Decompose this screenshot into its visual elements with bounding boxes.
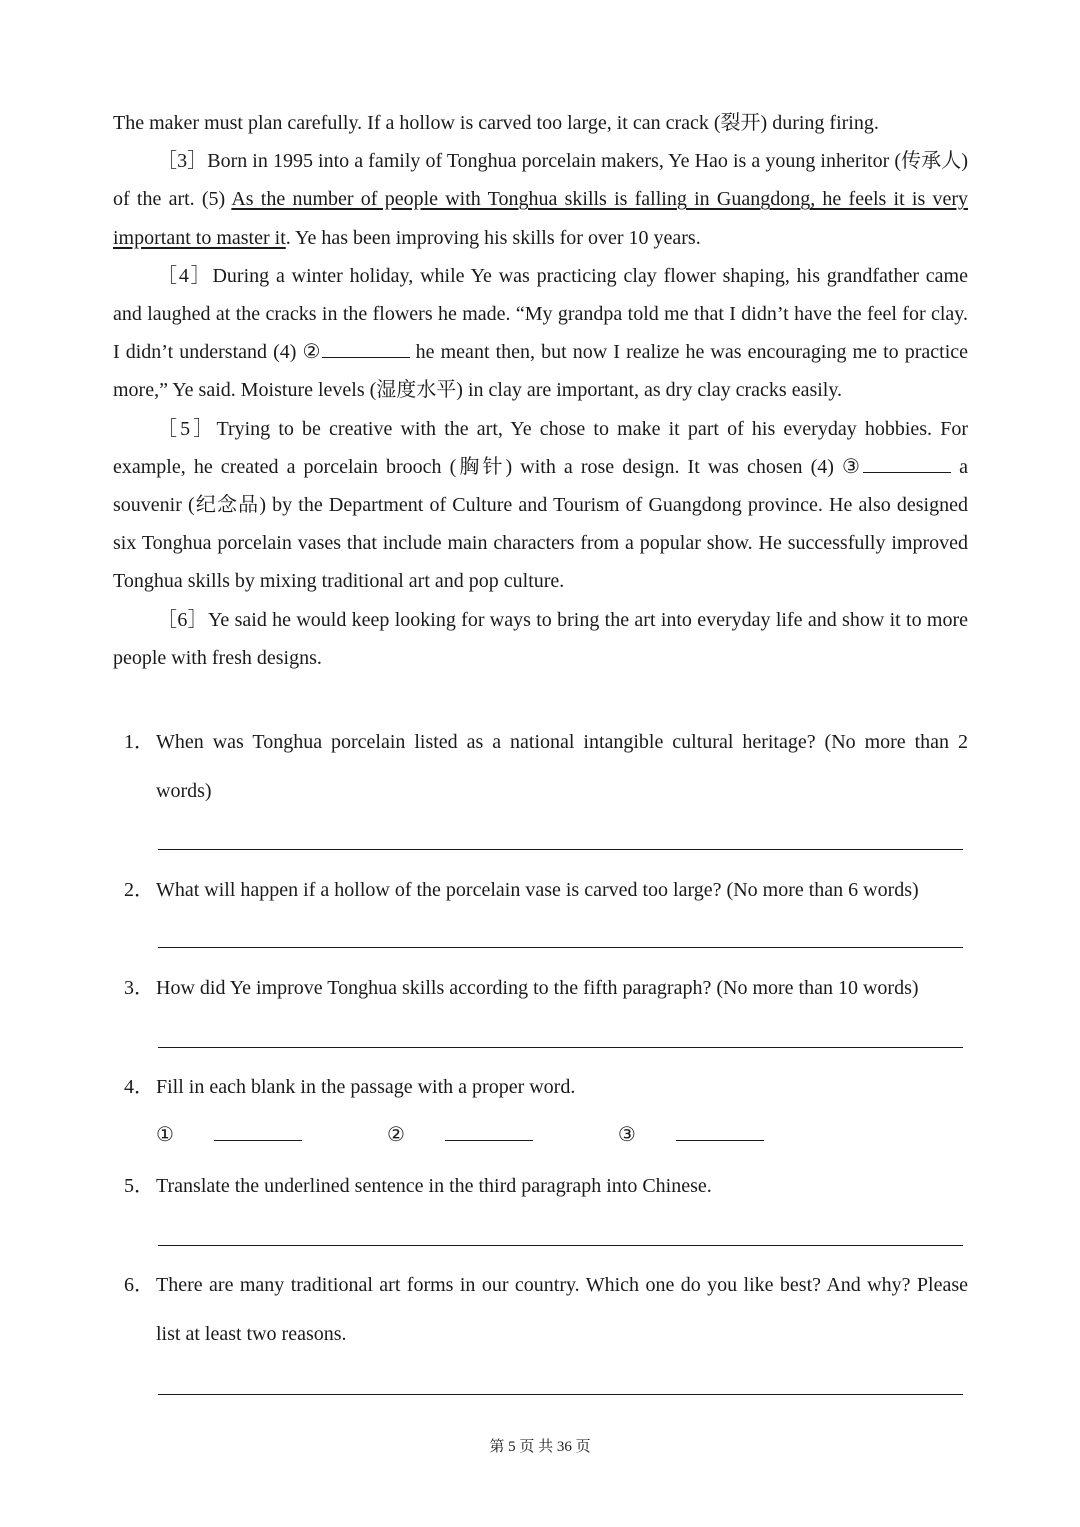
paragraph-2-end: The maker must plan carefully. If a hollow is carved too large, it can crack (裂开) during firing. bbox=[113, 112, 879, 134]
question-text: Fill in each blank in the passage with a proper word. bbox=[156, 1076, 576, 1098]
paragraph-5 bbox=[113, 410, 968, 601]
marker-3: ③ bbox=[617, 1124, 636, 1146]
question-number: 5． bbox=[124, 1175, 154, 1197]
blank-2[interactable] bbox=[322, 339, 410, 358]
paragraph-5-text: ［5］Trying to be creative with the art, Ye chose to make it part of his everyday hobbies. For example, he created a porcelain brooch (胸针) with a rose design. It was chosen (4) ③ bbox=[113, 417, 968, 478]
paragraph-3-text: ［3］Born in 1995 into a family of Tonghua porcelain makers, Ye Hao is a young inheritor (传承人) of the art. (5) bbox=[113, 150, 968, 211]
question-text: When was Tonghua porcelain listed as a national intangible cultural heritage? (No more than 2 words) bbox=[156, 731, 968, 802]
paragraph-4-text: ［4］During a winter holiday, while Ye was practicing clay flower shaping, his grandfather came and laughed at the cracks in the flowers he made. “My grandpa told me that I didn’t have the feel for clay. I didn’t understand (4) ② bbox=[113, 264, 968, 364]
marker-1: ① bbox=[156, 1124, 174, 1146]
paragraph-4-text-end: he meant then, but now I realize he was encouraging me to practice more,” Ye said. Moisture levels (湿度水平) in clay are important, as dry clay cracks easily. bbox=[113, 341, 969, 402]
paragraph-3-text-end: . Ye has been improving his skills for over 10 years. bbox=[285, 226, 701, 249]
question-number: 3． bbox=[124, 977, 154, 999]
answer-line[interactable] bbox=[158, 849, 963, 850]
answer-blanks bbox=[156, 1111, 844, 1160]
paragraph-3 bbox=[113, 142, 968, 257]
paragraph-5-text-end: a souvenir (纪念品) by the Department of Culture and Tourism of Guangdong province. He also designed six Tonghua porcelain vases that include main characters from a popular show. He successfully improved Tonghua skills by mixing traditional art and pop culture. bbox=[113, 455, 969, 593]
question-number: 1． bbox=[124, 731, 154, 753]
question-text: How did Ye improve Tonghua skills according to the fifth paragraph? (No more than 10 words) bbox=[156, 977, 919, 999]
page-footer: 第 5 页 共 36 页 bbox=[489, 1439, 591, 1455]
underlined-sentence: As the number of people with Tonghua skills is falling in Guangdong, he feels it is very important to master it bbox=[113, 188, 968, 249]
question-text: Translate the underlined sentence in the third paragraph into Chinese. bbox=[156, 1175, 712, 1197]
question-number: 4． bbox=[124, 1076, 154, 1098]
question-number: 6． bbox=[124, 1274, 154, 1296]
question-text: There are many traditional art forms in our country. Which one do you like best? And why? Please list at least two reasons. bbox=[156, 1274, 968, 1345]
marker-2: ② bbox=[386, 1124, 405, 1146]
answer-line[interactable] bbox=[158, 1394, 963, 1395]
blank-3[interactable] bbox=[863, 454, 951, 473]
question-text: What will happen if a hollow of the porcelain vase is carved too large? (No more than 6 words) bbox=[156, 879, 919, 901]
answer-line[interactable] bbox=[158, 1047, 963, 1048]
paragraph-4 bbox=[113, 257, 968, 410]
answer-blank-3[interactable] bbox=[618, 1111, 804, 1160]
answer-line[interactable] bbox=[158, 1245, 963, 1246]
answer-blank-2[interactable] bbox=[387, 1111, 573, 1160]
answer-blank-1[interactable] bbox=[156, 1111, 342, 1160]
answer-line[interactable] bbox=[158, 947, 963, 948]
paragraph-6: ［6］Ye said he would keep looking for ways to bring the art into everyday life and show it to more people with fresh designs. bbox=[113, 608, 968, 669]
passage bbox=[113, 104, 968, 677]
question-number: 2． bbox=[124, 879, 154, 901]
